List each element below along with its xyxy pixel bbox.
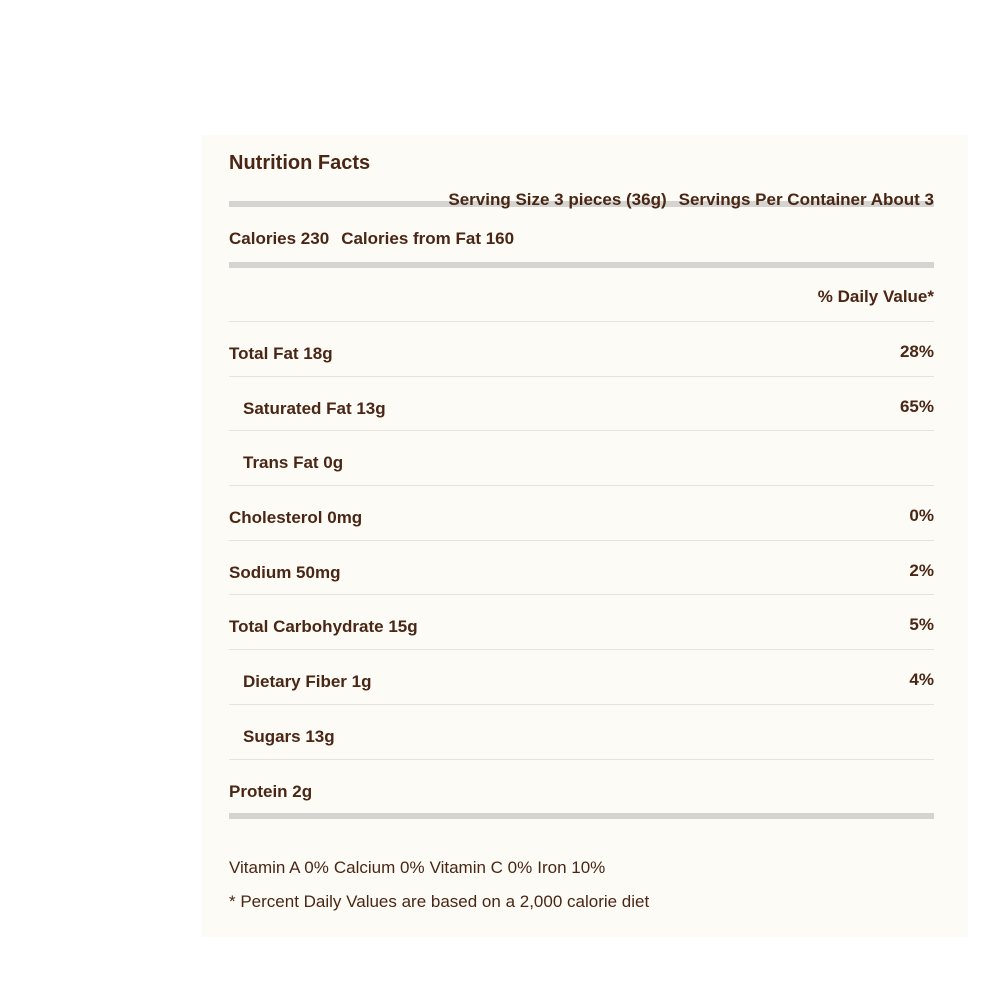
protein-divider [229,813,934,819]
daily-value-header: % Daily Value* [817,287,934,306]
calories-divider [229,262,934,268]
calories-from-fat: Calories from Fat 160 [341,229,515,248]
nutrient-name: Protein 2g [229,781,313,801]
nutrient-row-sugars [229,704,934,759]
daily-value-footnote: * Percent Daily Values are based on a 2,000 calorie diet [229,892,650,911]
servings-per-container: Servings Per Container About 3 [678,190,934,209]
nutrient-row-saturated-fat [229,376,934,431]
calcium: Calcium 0% [333,858,425,877]
nutrient-name: Saturated Fat 13g [243,398,386,418]
nutrient-row-total-fat [229,321,934,376]
nutrient-daily-value: 65% [899,396,934,416]
nutrient-name: Sugars 13g [243,726,335,746]
nutrient-row-protein [229,759,934,814]
nutrient-row-sodium [229,540,934,595]
nutrient-daily-value: 4% [909,670,934,690]
nutrient-row-cholesterol [229,485,934,540]
nutrition-facts-panel [202,135,968,937]
nutrient-row-dietary-fiber [229,649,934,704]
vitamins-line [229,858,605,878]
vitamin-a: Vitamin A 0% [229,858,329,877]
calories: Calories 230 [229,229,330,248]
nutrient-name: Trans Fat 0g [243,453,344,473]
nutrient-daily-value: 28% [899,342,934,361]
serving-size: Serving Size 3 pieces (36g) [448,190,667,209]
nutrition-facts-title: Nutrition Facts [229,152,371,174]
nutrient-daily-value: 0% [909,506,934,526]
nutrient-name: Total Fat 18g [229,344,333,363]
nutrient-list [229,321,934,813]
calories-info [229,229,514,249]
iron: Iron 10% [537,858,606,877]
nutrient-row-trans-fat [229,430,934,485]
nutrient-daily-value: 2% [909,560,934,580]
nutrient-name: Sodium 50mg [229,562,341,582]
nutrient-daily-value: 5% [909,615,934,635]
serving-info [448,190,934,210]
vitamin-c: Vitamin C 0% [429,858,533,877]
nutrient-row-total-carbohydrate [229,594,934,649]
nutrient-name: Dietary Fiber 1g [243,672,372,692]
nutrient-name: Cholesterol 0mg [229,508,363,528]
nutrient-name: Total Carbohydrate 15g [229,617,418,637]
